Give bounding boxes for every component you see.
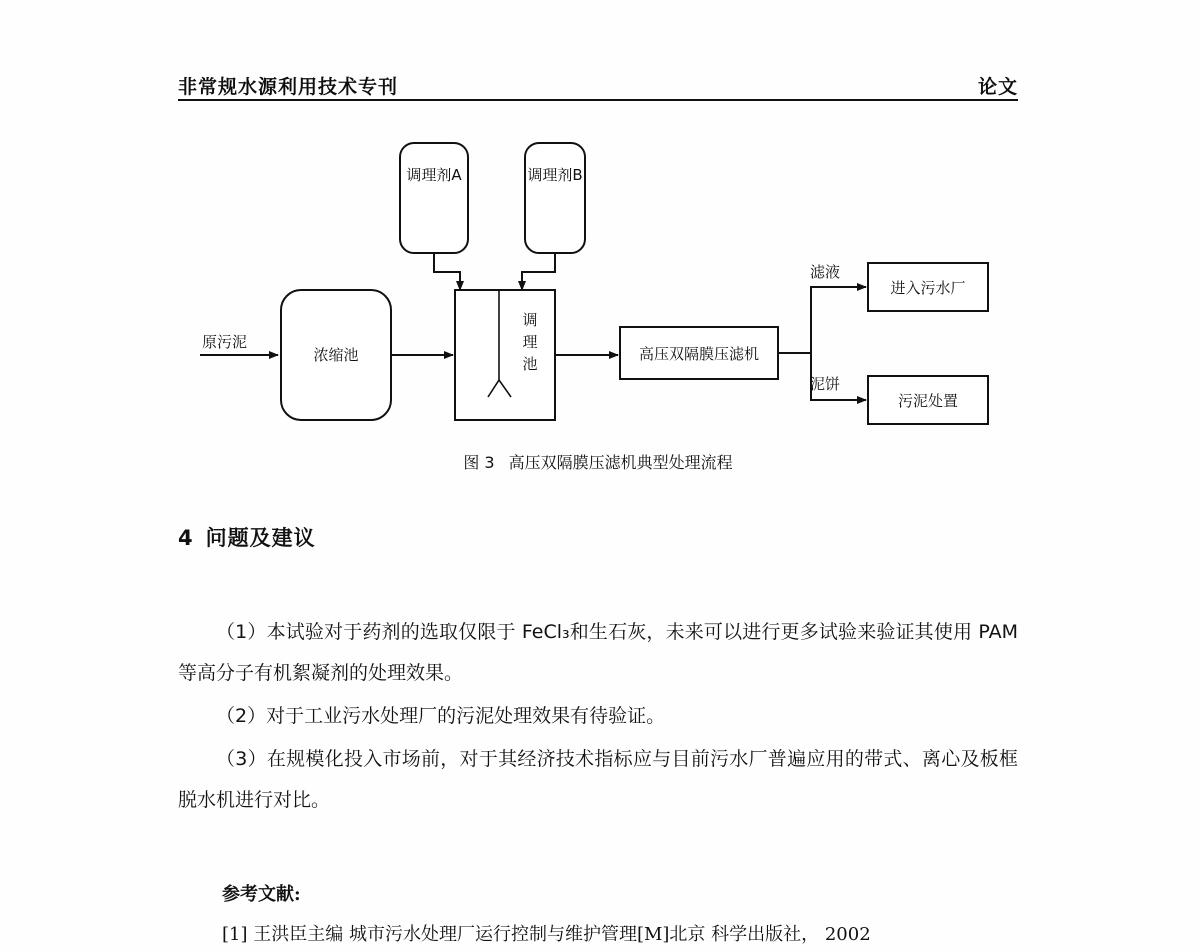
diagram-node-reagent-a-label: 调理剂A xyxy=(406,166,462,184)
diagram-node-filter-press-label: 高压双隔膜压滤机 xyxy=(638,345,760,363)
diagram-node-reagent-b-label: 调理剂B xyxy=(527,166,583,184)
header-section-label: 论文 xyxy=(977,76,1018,98)
header-divider xyxy=(178,99,1018,101)
diagram-node-conditioning-tank-label-1: 调 xyxy=(522,311,538,329)
diagram-node-reagent-a xyxy=(400,143,468,253)
paragraph-2: （2）对于工业污水处理厂的污泥处理效果有待验证。 xyxy=(216,705,666,727)
section-title-text: 问题及建议 xyxy=(205,526,316,550)
diagram-edge-reagent-a-to-tank xyxy=(434,253,460,290)
body-text xyxy=(178,612,1018,823)
section-number: 4 xyxy=(178,526,194,550)
references-heading: 参考文献: xyxy=(222,884,301,905)
diagram-label-raw-sludge: 原污泥 xyxy=(202,333,248,351)
diagram-node-filter-press xyxy=(620,327,778,379)
paragraph-3: （3）在规模化投入市场前，对于其经济技术指标应与目前污水厂普遍应用的带式、离心及板框脱水机进行对比。 xyxy=(178,748,1018,811)
diagram-node-sludge-disposal xyxy=(868,376,988,424)
figure-flow-diagram xyxy=(178,125,1018,475)
figure-caption xyxy=(178,450,1018,473)
diagram-node-conditioning-tank-label-3: 池 xyxy=(522,355,538,373)
header-journal-title: 非常规水源利用技术专刊 xyxy=(178,76,399,98)
figure-caption-text: 高压双隔膜压滤机典型处理流程 xyxy=(508,453,733,472)
figure-caption-number: 图 3 xyxy=(463,453,495,472)
diagram-label-filtrate: 滤液 xyxy=(810,263,841,281)
page-header xyxy=(178,72,1018,104)
diagram-label-filter-cake: 泥饼 xyxy=(810,375,841,393)
section-heading xyxy=(178,522,316,552)
diagram-node-reagent-b xyxy=(525,143,585,253)
reference-item-1: [1] 王洪臣主编 城市污水处理厂运行控制与维护管理[M]北京 科学出版社， 2002 xyxy=(222,924,871,945)
diagram-node-to-wwtp-label: 进入污水厂 xyxy=(890,279,966,297)
paragraph-1: （1）本试验对于药剂的选取仅限于 FeCl₃和生石灰，未来可以进行更多试验来验证其使用 PAM 等高分子有机絮凝剂的处理效果。 xyxy=(178,621,1018,684)
diagram-node-thickener xyxy=(281,290,391,420)
diagram-edge-reagent-b-to-tank xyxy=(522,253,555,290)
diagram-edge-filtrate xyxy=(811,287,866,353)
diagram-node-conditioning-tank-label-2: 理 xyxy=(522,333,538,351)
diagram-node-thickener-label: 浓缩池 xyxy=(313,346,359,364)
diagram-node-to-wwtp xyxy=(868,263,988,311)
diagram-node-conditioning-tank xyxy=(455,290,555,420)
diagram-node-sludge-disposal-label: 污泥处置 xyxy=(897,392,959,410)
